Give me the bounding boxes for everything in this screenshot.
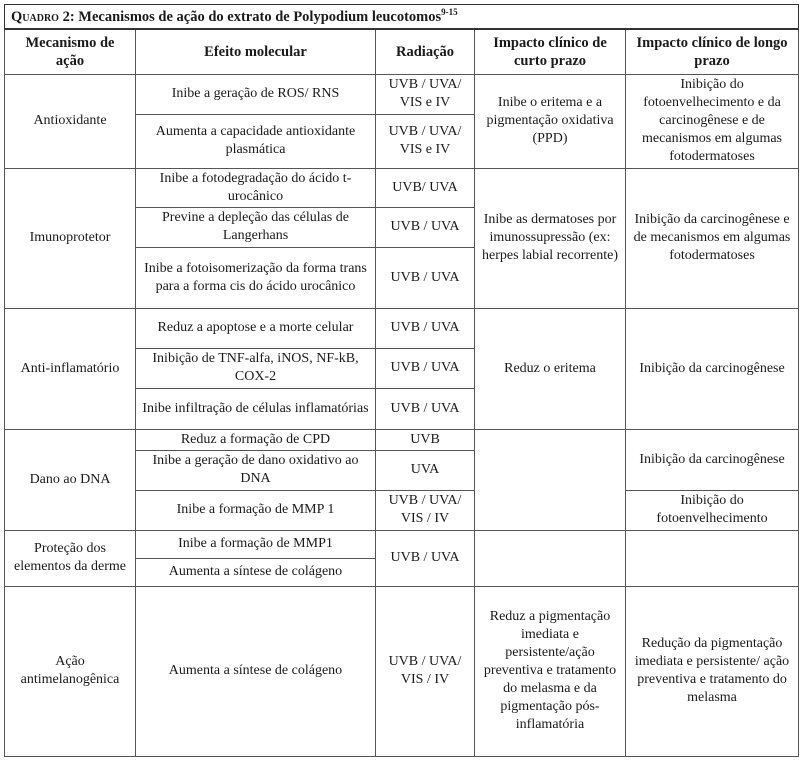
radiacao-cell: UVB / UVA: [376, 247, 475, 308]
radiacao-derme: UVB / UVA: [376, 530, 475, 586]
efeito-cell: Inibe a formação de MMP 1: [136, 490, 376, 530]
table-row: [5, 74, 799, 114]
caption-title: Mecanismos de ação do extrato de Polypodium leucotomos: [78, 9, 442, 25]
longo-derme-empty: [626, 530, 799, 586]
efeito-cell: Inibe a formação de MMP1: [136, 530, 376, 558]
curto-imunoprotetor: Inibe as dermatoses por imunossupressão (ex: herpes labial recorrente): [475, 168, 626, 308]
header-longo-prazo: Impacto clínico de longo prazo: [626, 29, 799, 74]
efeito-cell: Inibe a fotoisomerização da forma trans para a forma cis do ácido urocânico: [136, 247, 376, 308]
header-curto-prazo: Impacto clínico de curto prazo: [475, 29, 626, 74]
radiacao-cell: UVB: [376, 429, 475, 450]
longo-dna-fotoenvelhecimento: Inibição do fotoenvelhecimento: [626, 490, 799, 530]
curto-melanogenica: Reduz a pigmentação imediata e persistente/ação preventiva e tratamento do melasma e da pigmentação pós-inflamatória: [475, 586, 626, 756]
mecanismo-dna: Dano ao DNA: [5, 429, 136, 530]
efeito-cell: Inibe a geração de dano oxidativo ao DNA: [136, 450, 376, 490]
longo-antiinflamatorio: Inibição da carcinogênese: [626, 308, 799, 429]
curto-dna-empty: [475, 429, 626, 530]
radiacao-cell: UVB / UVA/ VIS e IV: [376, 74, 475, 114]
table-row: [5, 530, 799, 558]
table-row: [5, 308, 799, 348]
radiacao-cell: UVB / UVA/ VIS / IV: [376, 490, 475, 530]
efeito-cell: Aumenta a síntese de colágeno: [136, 558, 376, 586]
mecanismo-imunoprotetor: Imunoprotetor: [5, 168, 136, 308]
table-wrapper: [4, 4, 798, 757]
radiacao-cell: UVB/ UVA: [376, 168, 475, 207]
radiacao-cell: UVB / UVA/ VIS e IV: [376, 114, 475, 168]
table-row: [5, 586, 799, 756]
header-mecanismo: Mecanismo de ação: [5, 29, 136, 74]
header-efeito: Efeito molecular: [136, 29, 376, 74]
efeito-cell: Aumenta a capacidade antioxidante plasmática: [136, 114, 376, 168]
efeito-cell: Aumenta a síntese de colágeno: [136, 586, 376, 756]
mechanisms-table: [4, 4, 799, 757]
curto-antiinflamatorio: Reduz o eritema: [475, 308, 626, 429]
mecanismo-antioxidante: Antioxidante: [5, 74, 136, 168]
radiacao-cell: UVB / UVA: [376, 348, 475, 388]
longo-melanogenica: Redução da pigmentação imediata e persistente/ ação preventiva e tratamento do melasma: [626, 586, 799, 756]
efeito-cell: Inibição de TNF-alfa, iNOS, NF-kB, COX-2: [136, 348, 376, 388]
caption-refs: 9-15: [441, 7, 458, 18]
radiacao-cell: UVB / UVA/ VIS / IV: [376, 586, 475, 756]
caption-row: [5, 5, 799, 30]
radiacao-cell: UVA: [376, 450, 475, 490]
mecanismo-antiinflamatorio: Anti-inflamatório: [5, 308, 136, 429]
mecanismo-melanogenica: Ação antimelanogênica: [5, 586, 136, 756]
efeito-cell: Reduz a apoptose e a morte celular: [136, 308, 376, 348]
longo-antioxidante: Inibição do fotoenvelhecimento e da carcinogênese e de mecanismos em algumas fotodermatoses: [626, 74, 799, 168]
efeito-cell: Inibe infiltração de células inflamatórias: [136, 388, 376, 429]
radiacao-cell: UVB / UVA: [376, 308, 475, 348]
longo-dna-carcinogenese: Inibição da carcinogênese: [626, 429, 799, 490]
table-caption: [5, 5, 799, 30]
efeito-cell: Inibe a fotodegradação do ácido t-urocânico: [136, 168, 376, 207]
table-row: [5, 429, 799, 450]
curto-derme-empty: [475, 530, 626, 586]
header-row: [5, 29, 799, 74]
curto-antioxidante: Inibe o eritema e a pigmentação oxidativa (PPD): [475, 74, 626, 168]
caption-label: Quadro 2:: [11, 9, 75, 25]
efeito-cell: Inibe a geração de ROS/ RNS: [136, 74, 376, 114]
mecanismo-derme: Proteção dos elementos da derme: [5, 530, 136, 586]
table-row: [5, 168, 799, 207]
efeito-cell: Reduz a formação de CPD: [136, 429, 376, 450]
longo-imunoprotetor: Inibição da carcinogênese e de mecanismos em algumas fotodermatoses: [626, 168, 799, 308]
radiacao-cell: UVB / UVA: [376, 207, 475, 247]
efeito-cell: Previne a depleção das células de Langerhans: [136, 207, 376, 247]
header-radiacao: Radiação: [376, 29, 475, 74]
radiacao-cell: UVB / UVA: [376, 388, 475, 429]
